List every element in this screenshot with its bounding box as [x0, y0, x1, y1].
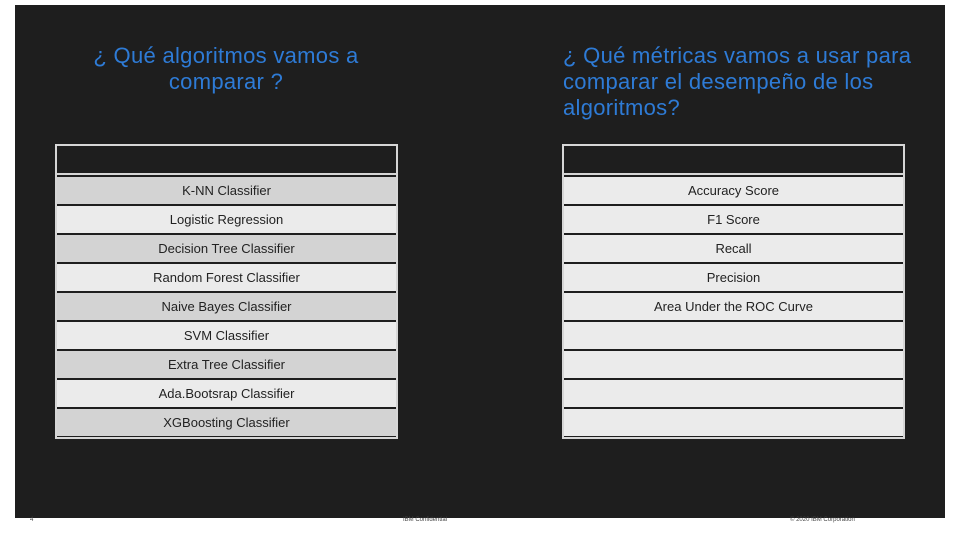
metrics-table	[562, 144, 905, 439]
confidential-label: IBM Confidential	[403, 517, 448, 523]
table-row	[564, 409, 903, 436]
table-row: Random Forest Classifier	[57, 264, 396, 291]
table-row: Area Under the ROC Curve	[564, 293, 903, 320]
table-header	[564, 146, 903, 175]
page-number: 4	[30, 517, 34, 523]
table-row: Recall	[564, 235, 903, 262]
left-heading: ¿ Qué algoritmos vamos a comparar ?	[93, 43, 359, 94]
table-row: Logistic Regression	[57, 206, 396, 233]
table-header	[57, 146, 396, 175]
slide	[15, 5, 945, 518]
table-row: Naive Bayes Classifier	[57, 293, 396, 320]
table-row: Accuracy Score	[564, 177, 903, 204]
table-row	[564, 322, 903, 349]
table-row: Decision Tree Classifier	[57, 235, 396, 262]
table-row: Ada.Bootsrap Classifier	[57, 380, 396, 407]
table-row: F1 Score	[564, 206, 903, 233]
table-row: K-NN Classifier	[57, 177, 396, 204]
right-heading: ¿ Qué métricas vamos a usar para comparar el desempeño de los algoritmos?	[563, 43, 912, 120]
table-row: XGBoosting Classifier	[57, 409, 396, 436]
table-row: Extra Tree Classifier	[57, 351, 396, 378]
copyright-label: © 2020 IBM Corporation	[790, 517, 855, 523]
table-row: SVM Classifier	[57, 322, 396, 349]
table-row	[564, 380, 903, 407]
table-row	[564, 351, 903, 378]
algorithms-table	[55, 144, 398, 439]
table-row: Precision	[564, 264, 903, 291]
